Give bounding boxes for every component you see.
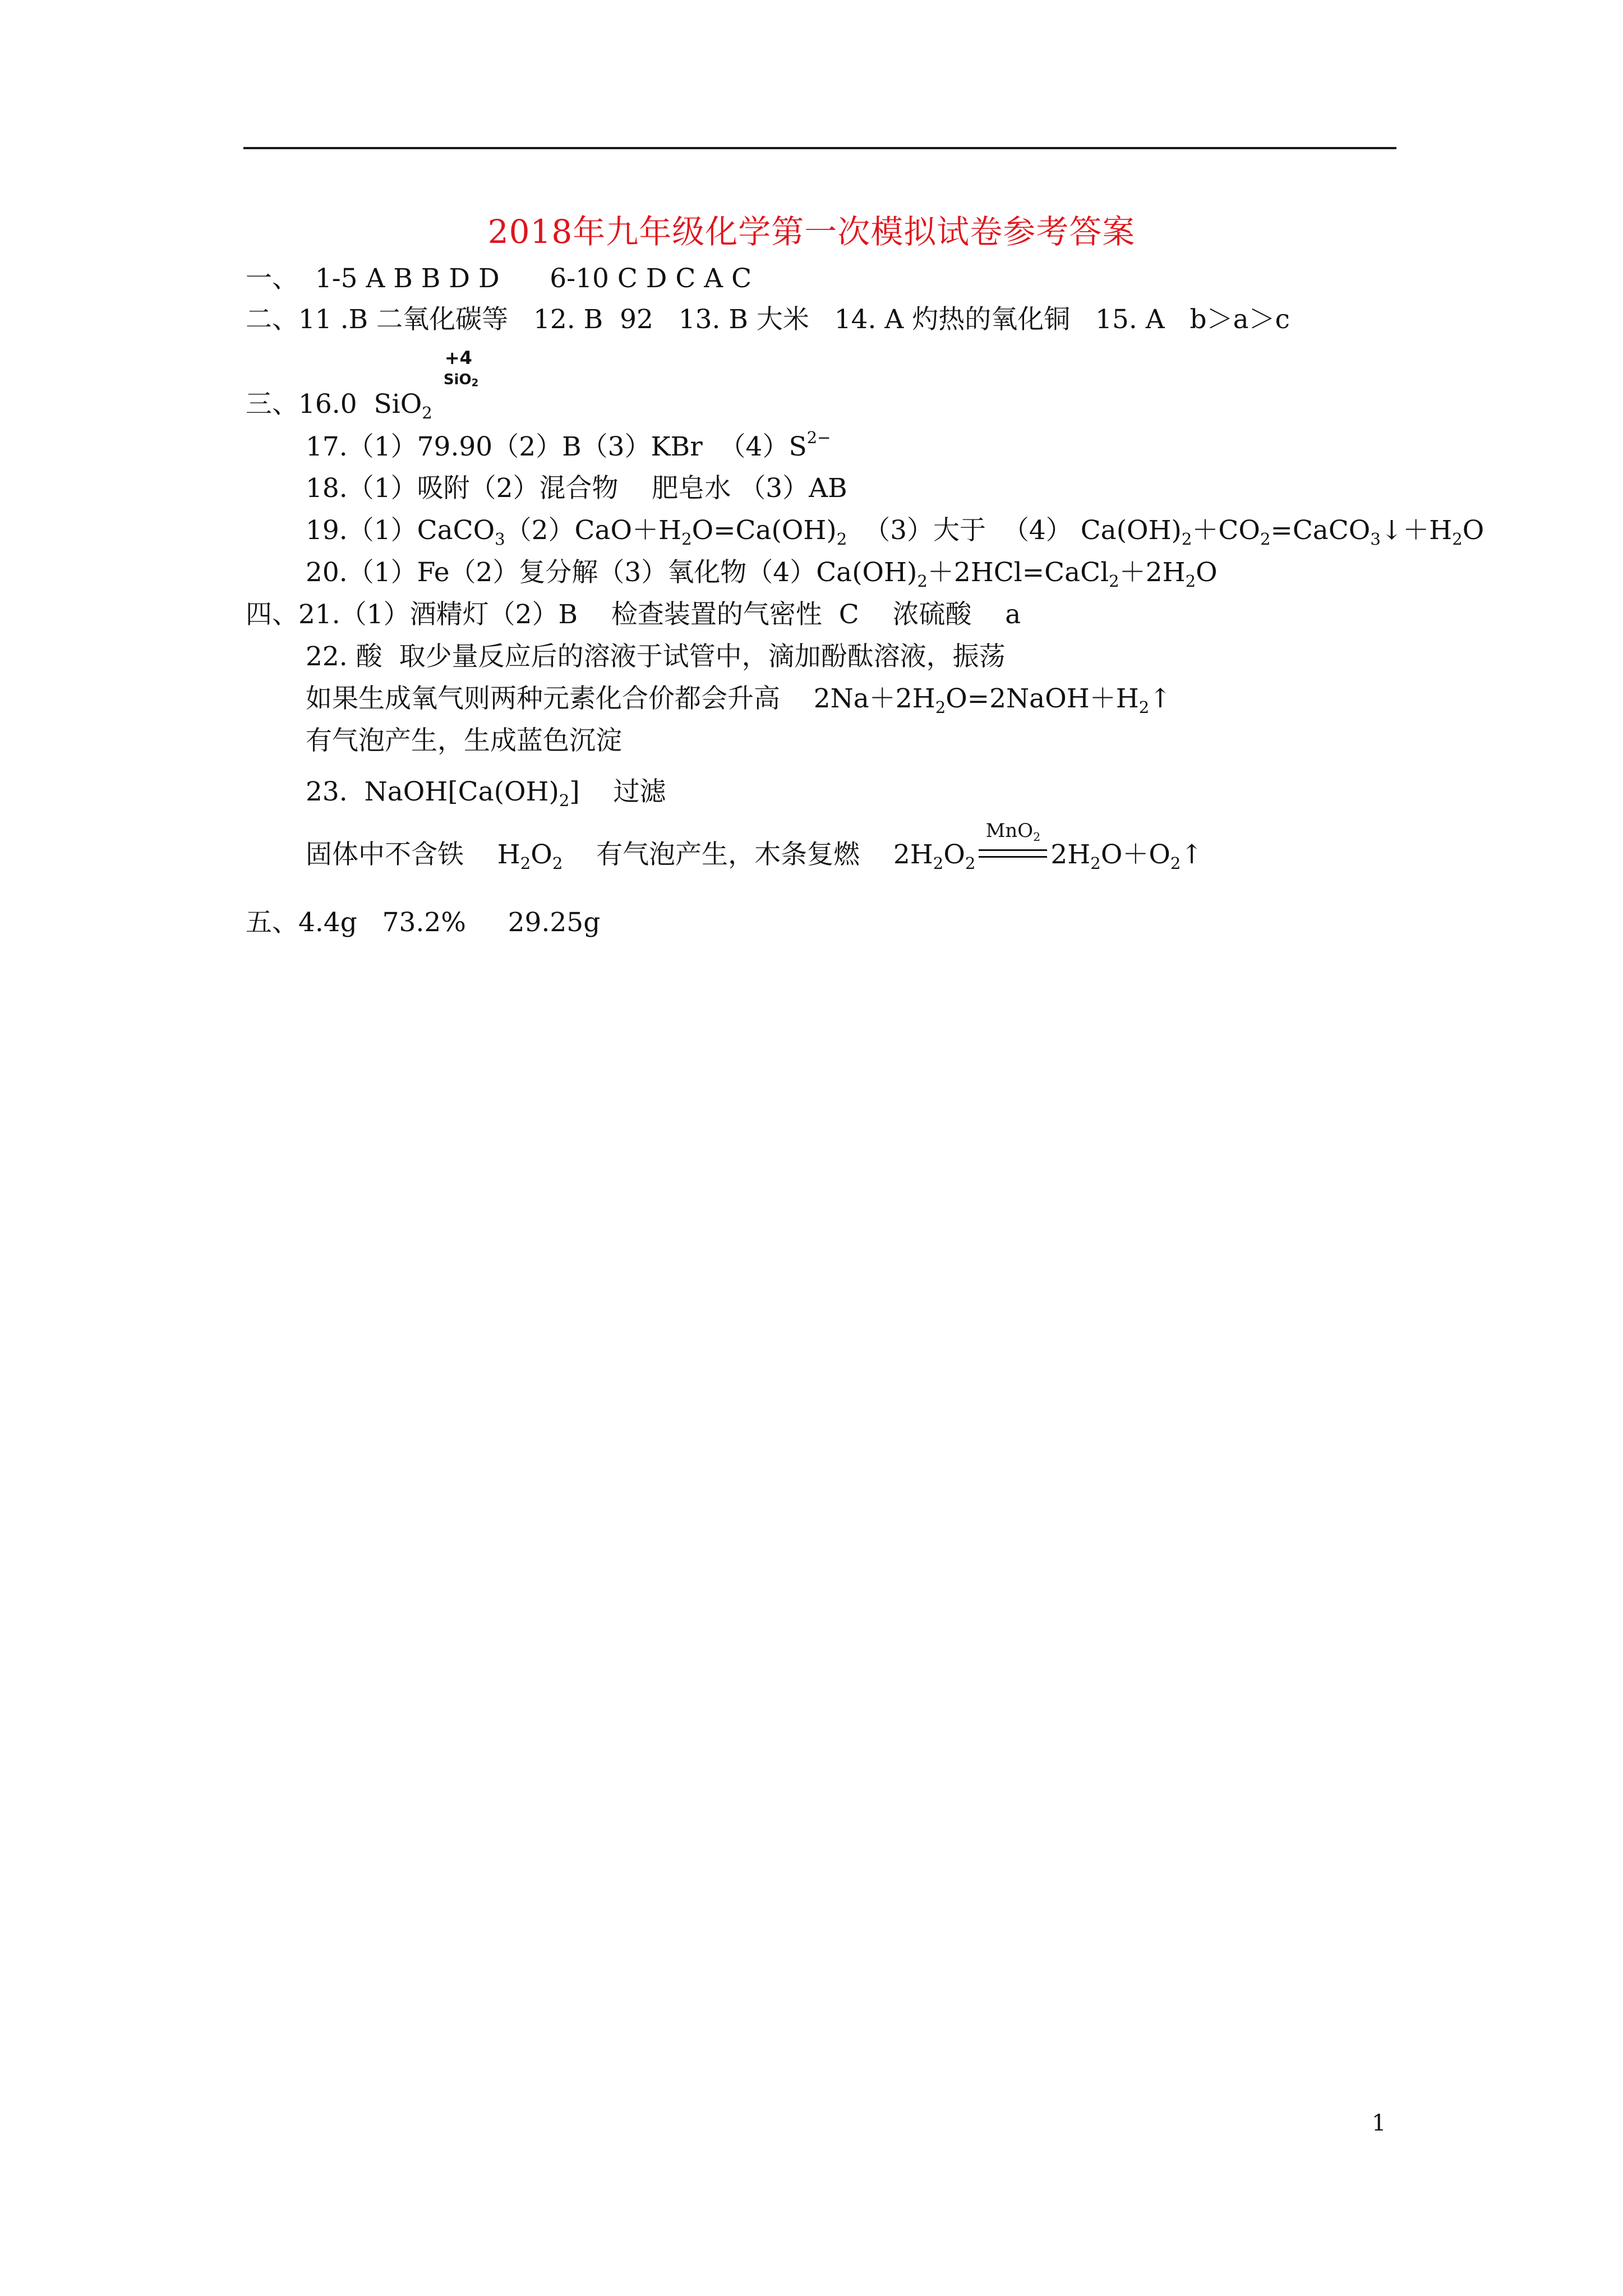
answer-q22-line1: 22. 酸 取少量反应后的溶液于试管中，滴加酚酞溶液，振荡 <box>306 641 1006 672</box>
answer-text: 1-5 A B B D D 6-10 C D C A C <box>298 263 752 294</box>
section-label: 一、 <box>246 263 298 294</box>
section-label: 三、 <box>246 389 298 420</box>
answer-section-4 <box>246 595 1021 634</box>
answer-text: 16.0 SiO <box>298 389 422 420</box>
answer-section-2 <box>246 300 1290 339</box>
header-rule <box>243 147 1396 149</box>
answer-q23-line1: 23. $NaOH[Ca(OH)_2]$ 过滤 <box>306 776 666 811</box>
answer-text: 11 .B 二氧化碳等 12. B 92 13. B 大米 14. A 灼热的氧化铜 15. A b＞a＞c <box>298 304 1290 335</box>
answer-q23-line2: 固体中不含铁 $H_2O_2$ 有气泡产生，木条复燃 $2H_2O_2$ MnO$_2$ $2H_2O+O_2↑$ <box>306 835 1203 875</box>
answer-section-5 <box>246 903 600 942</box>
catalyst-label: MnO$_2$ <box>985 820 1041 844</box>
valence-notation <box>443 347 506 413</box>
equals-arrow <box>979 849 1047 858</box>
answer-q18: 18.（1）吸附（2）混合物 肥皂水 （3）AB <box>306 473 847 504</box>
answer-q22-line2: 如果生成氧气则两种元素化合价都会升高 $2Na+2H_2O=2NaOH+H_2↑$ <box>306 683 1172 717</box>
valence-value: +4 <box>444 347 472 369</box>
reaction-condition <box>976 820 1049 875</box>
page-number: 1 <box>1372 2110 1386 2136</box>
answer-q19: $19.(1)CaCO_3(2)CaO+H_2O=Ca(OH)_2$ （3）大于 （4） $Ca(OH)_2+CO_2=CaCO_3↓+H_2O$ <box>306 515 1484 549</box>
answer-section-3 <box>246 347 506 424</box>
answer-text: 4.4g 73.2% 29.25g <box>298 907 601 938</box>
document-title: 2018年九年级化学第一次模拟试卷参考答案 <box>487 213 1136 251</box>
valence-formula: SiO$_2$ <box>443 371 479 389</box>
section-label: 二、 <box>246 304 298 335</box>
answer-text: 21.（1）酒精灯（2）B 检查装置的气密性 C 浓硫酸 a <box>298 599 1021 630</box>
answer-q22-line3: 有气泡产生，生成蓝色沉淀 <box>306 725 622 756</box>
answer-section-1 <box>246 259 751 298</box>
section-label: 四、 <box>246 599 298 630</box>
superscript: 2− <box>806 428 831 448</box>
answer-q17: 17.（1）79.90（2）B（3）KBr $(4)S^{2-}$ <box>306 428 831 462</box>
subscript: 2 <box>422 403 432 423</box>
answer-q20: 20.（1）Fe（2）复分解（3）氧化物$(4)Ca(OH)_2+2HCl=CaCl_2+2H_2O$ <box>306 557 1218 591</box>
section-label: 五、 <box>246 907 298 938</box>
